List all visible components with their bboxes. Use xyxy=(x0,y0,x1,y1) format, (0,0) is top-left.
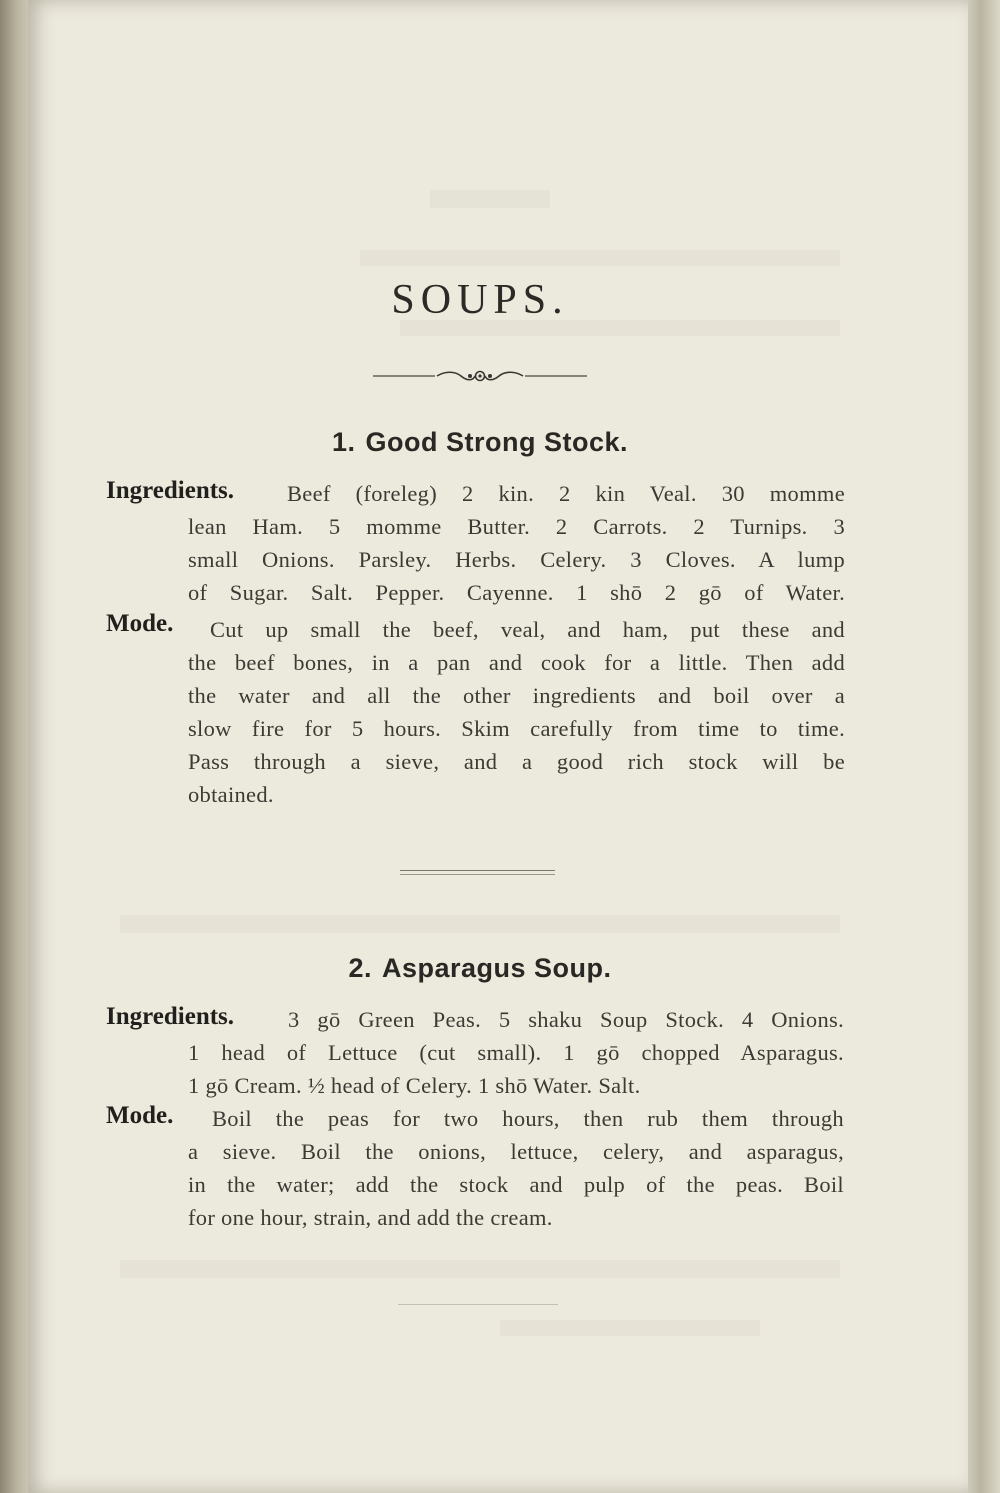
recipe-1-ingredients-line: lean Ham. 5 momme Butter. 2 Carrots. 2 Turnips. 3 xyxy=(188,514,845,539)
recipe-1-name: Good Strong Stock. xyxy=(365,427,629,457)
page-edge xyxy=(968,0,1000,1493)
section-divider-1 xyxy=(400,870,555,871)
recipe-2-mode-block xyxy=(188,1135,844,1234)
recipe-2-ingredients-line: 3 gō Green Peas. 5 shaku Soup Stock. 4 Onions. xyxy=(288,1007,844,1032)
recipe-1-ingredients-line-1-block xyxy=(287,477,845,510)
recipe-1-mode-line: Pass through a sieve, and a good rich stock will be xyxy=(188,749,845,774)
recipe-2-number: 2. xyxy=(348,953,372,983)
show-through-ghost-6 xyxy=(500,1320,760,1336)
recipe-1-mode-label: Mode. xyxy=(106,610,174,637)
recipe-2-heading xyxy=(0,953,960,984)
show-through-ghost-4 xyxy=(120,915,840,933)
recipe-2-mode-line: in the water; add the stock and pulp of the peas. Boil xyxy=(188,1172,844,1197)
recipe-1-mode-line: slow fire for 5 hours. Skim carefully from time to time. xyxy=(188,716,845,741)
recipe-1-number: 1. xyxy=(331,427,356,457)
show-through-ghost-2 xyxy=(360,250,840,266)
recipe-1-ingredients-block xyxy=(188,510,845,609)
recipe-2-ingredients-label: Ingredients. xyxy=(106,1003,235,1030)
recipe-1-ingredients-label: Ingredients. xyxy=(106,477,235,504)
recipe-2-ingredients-line: 1 head of Lettuce (cut small). 1 gō chopped Asparagus. xyxy=(188,1040,844,1065)
recipe-2-ingredients-block xyxy=(188,1036,844,1102)
recipe-1-mode-line: Cut up small the beef, veal, and ham, put these and xyxy=(210,617,845,642)
recipe-2-mode-line: a sieve. Boil the onions, lettuce, celery, and asparagus, xyxy=(188,1139,844,1164)
recipe-2-mode-line: for one hour, strain, and add the cream. xyxy=(188,1205,553,1230)
recipe-1-heading xyxy=(0,427,960,458)
recipe-1-mode-line: the beef bones, in a pan and cook for a little. Then add xyxy=(188,650,845,675)
recipe-2-ingredients-line-1-block xyxy=(288,1003,844,1036)
show-through-ghost-5 xyxy=(120,1260,840,1278)
recipe-2-name: Asparagus Soup. xyxy=(381,953,612,983)
recipe-2-mode-line-1-block xyxy=(212,1102,844,1135)
recipe-1-mode-line: obtained. xyxy=(188,782,274,807)
recipe-2-ingredients-line: 1 gō Cream. ½ head of Celery. 1 shō Water. Salt. xyxy=(188,1073,641,1098)
bottom-divider-faint xyxy=(398,1304,558,1305)
recipe-1-mode-line-1-block xyxy=(210,613,845,646)
show-through-ghost-1 xyxy=(430,190,550,208)
recipe-1-ingredients-line: small Onions. Parsley. Herbs. Celery. 3 Cloves. A lump xyxy=(188,547,845,572)
recipe-1-ingredients-line: of Sugar. Salt. Pepper. Cayenne. 1 shō 2 gō of Water. xyxy=(188,580,845,605)
recipe-1-mode-line: the water and all the other ingredients and boil over a xyxy=(188,683,845,708)
recipe-1-mode-block xyxy=(188,646,845,811)
section-divider-1b xyxy=(400,874,555,875)
page-title: SOUPS. xyxy=(391,277,569,323)
title-ornament xyxy=(373,365,587,387)
recipe-1-ingredients-line: Beef (foreleg) 2 kin. 2 kin Veal. 30 momme xyxy=(287,481,845,506)
recipe-2-mode-line: Boil the peas for two hours, then rub them through xyxy=(212,1106,844,1131)
recipe-2-mode-label: Mode. xyxy=(106,1102,174,1129)
